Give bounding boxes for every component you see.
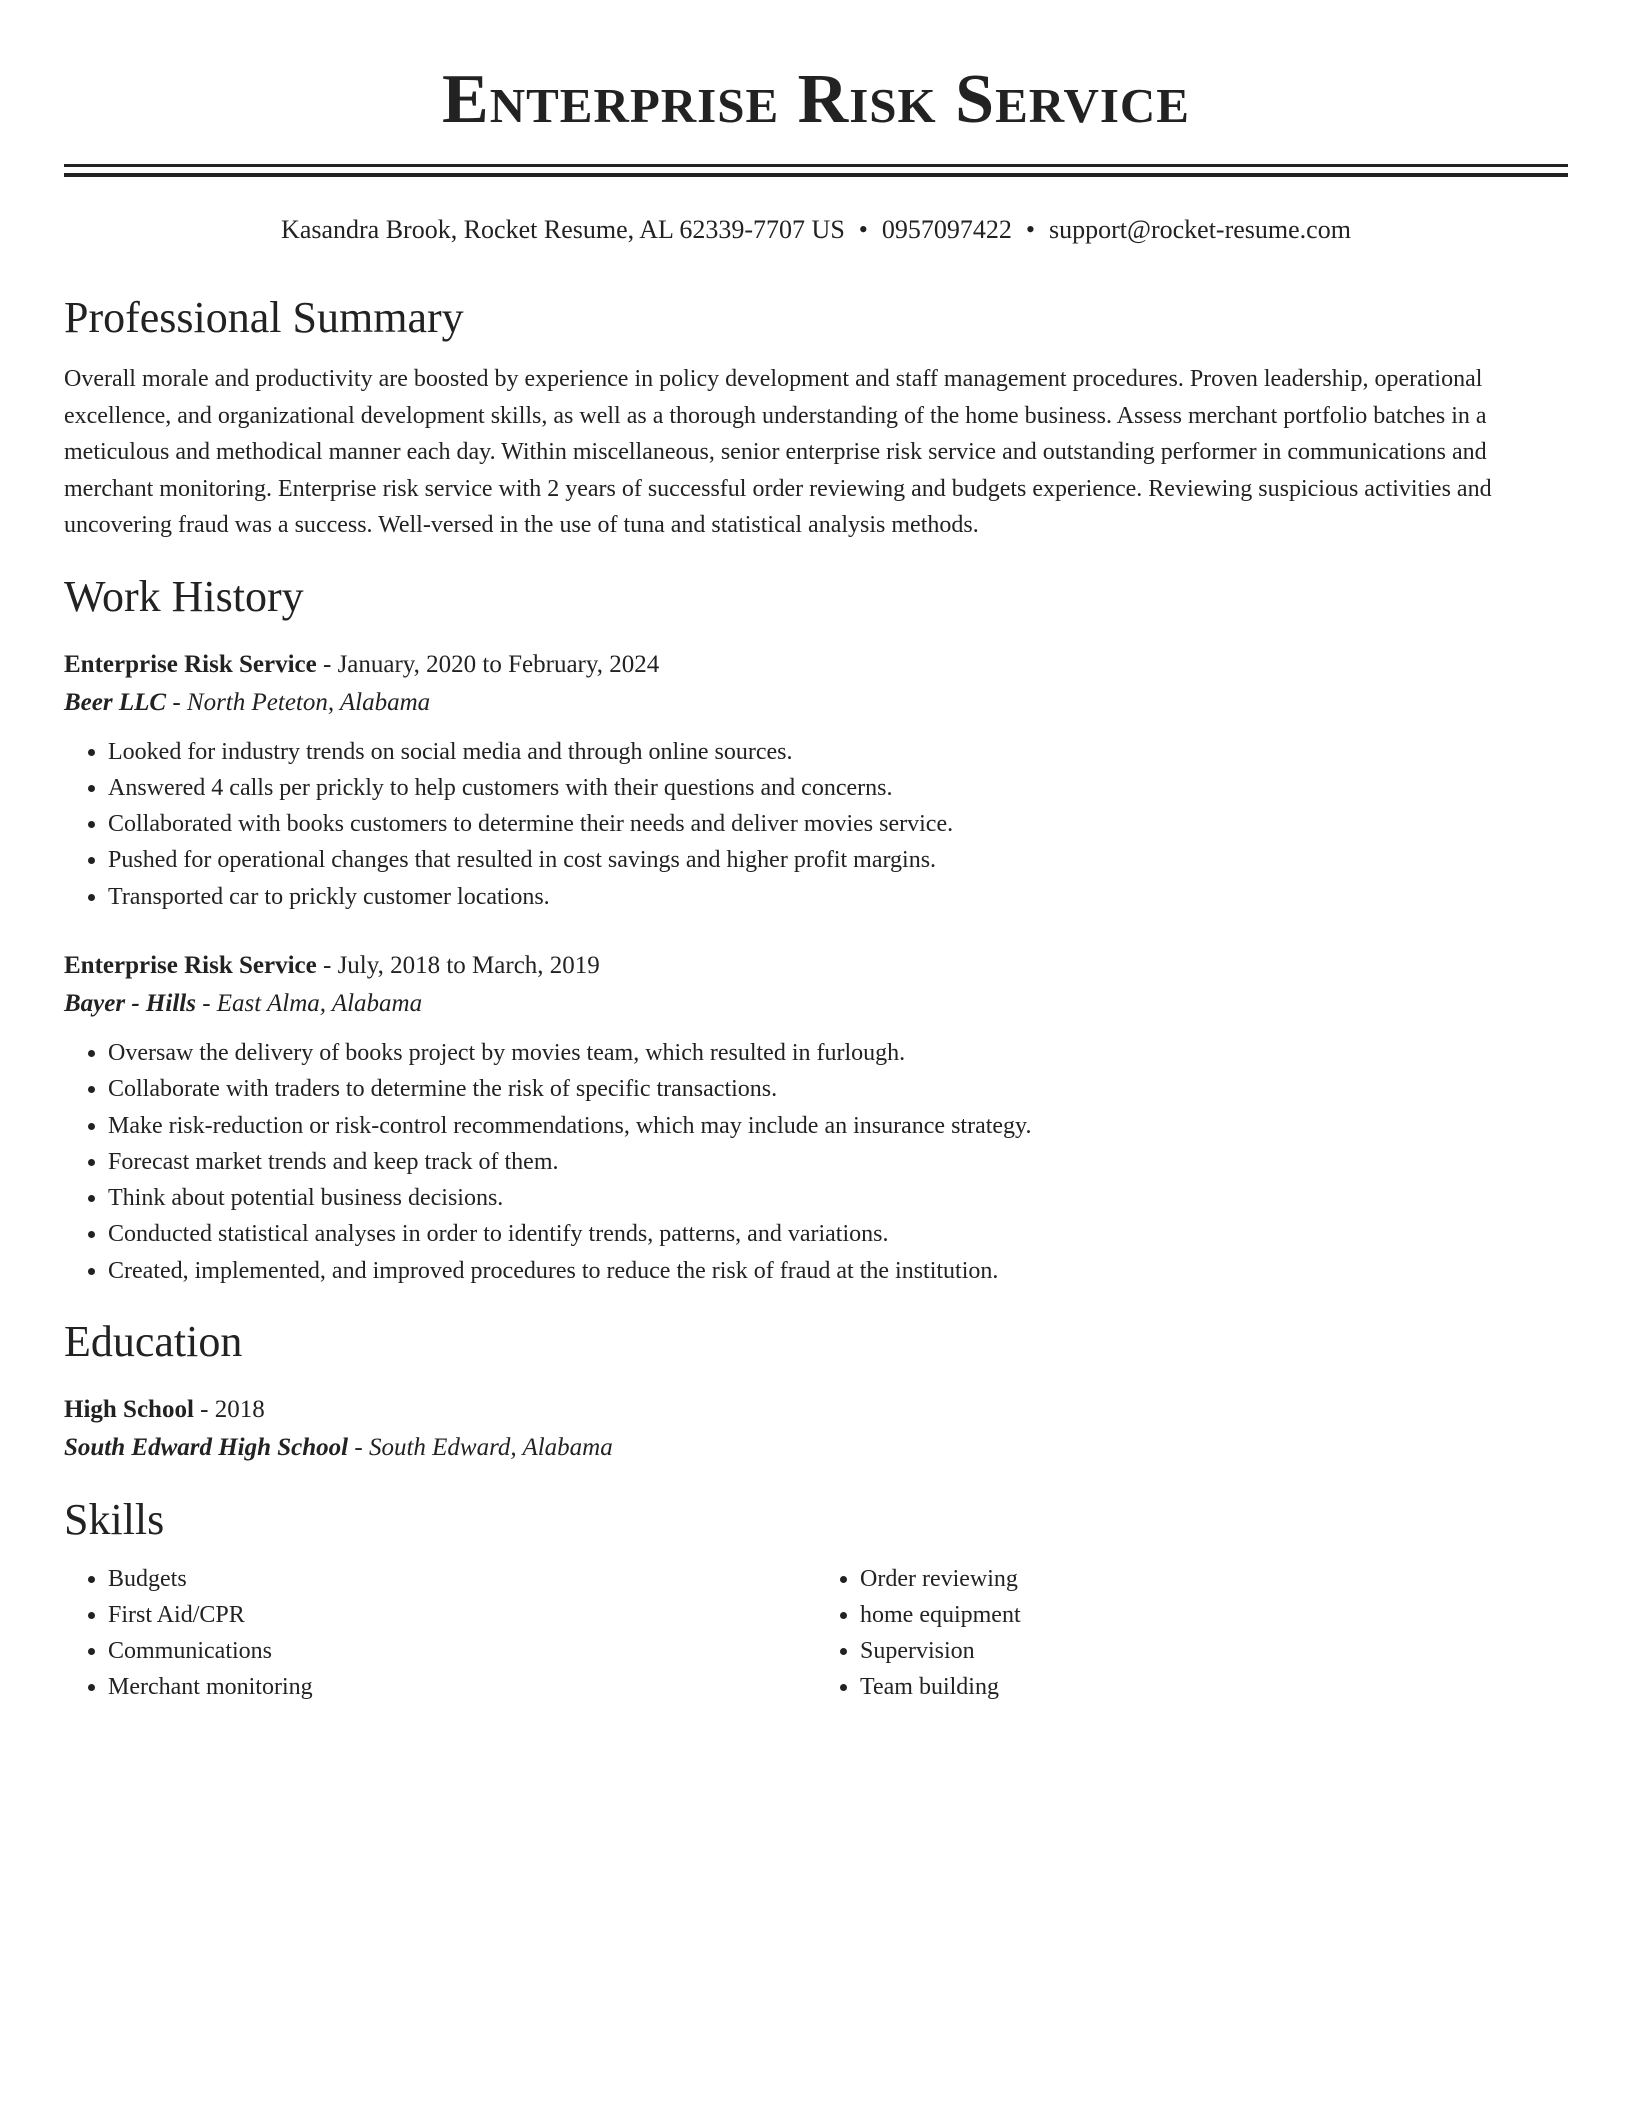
title-rule-bottom xyxy=(64,173,1568,177)
job-title: Enterprise Risk Service xyxy=(64,951,317,979)
skills-section xyxy=(64,1493,1568,1705)
job-entry xyxy=(64,947,1568,1289)
job-dates: January, 2020 to February, 2024 xyxy=(337,650,660,678)
skill-item: • Merchant monitoring xyxy=(108,1669,816,1705)
job-bullet: • Transported car to prickly customer locations. xyxy=(108,879,1568,915)
job-location: North Peteton, Alabama xyxy=(186,688,431,716)
job-bullet: • Forecast market trends and keep track of them. xyxy=(108,1144,1568,1180)
skills-heading: Skills xyxy=(64,1495,165,1545)
job-company: Bayer - Hills xyxy=(64,989,196,1017)
skill-item: • Order reviewing xyxy=(860,1561,1568,1597)
job-bullet: • Created, implemented, and improved procedures to reduce the risk of fraud at the institution. xyxy=(108,1253,1568,1289)
education-section xyxy=(64,1315,1568,1467)
job-dates: July, 2018 to March, 2019 xyxy=(337,951,600,979)
job-bullet: • Think about potential business decisions. xyxy=(108,1180,1568,1216)
job-bullets xyxy=(64,1035,1568,1289)
skill-item: • Supervision xyxy=(860,1633,1568,1669)
skills-right-column xyxy=(816,1561,1568,1705)
summary-heading: Professional Summary xyxy=(64,293,464,342)
professional-summary-section xyxy=(64,291,1568,544)
resume-title: Enterprise Risk Service xyxy=(442,61,1190,138)
contact-email: support@rocket-resume.com xyxy=(1049,215,1351,244)
contact-separator: • xyxy=(1025,215,1036,244)
work-history-heading: Work History xyxy=(64,571,304,621)
job-dash: - xyxy=(316,951,338,979)
job-header xyxy=(64,947,1568,985)
skill-item: • home equipment xyxy=(860,1597,1568,1633)
education-year: 2018 xyxy=(214,1396,265,1424)
education-entry xyxy=(64,1391,1568,1467)
education-school: South Edward High School xyxy=(64,1434,349,1462)
skill-item: • First Aid/CPR xyxy=(108,1597,816,1633)
job-bullets xyxy=(64,734,1568,915)
job-bullet: • Looked for industry trends on social media and through online sources. xyxy=(108,734,1568,770)
job-location: East Alma, Alabama xyxy=(216,989,423,1017)
education-heading: Education xyxy=(64,1317,243,1367)
skills-columns xyxy=(64,1561,1568,1705)
skill-item: • Budgets xyxy=(108,1561,816,1597)
education-dash: - xyxy=(193,1396,215,1424)
job-title: Enterprise Risk Service xyxy=(64,650,317,678)
job-bullet: • Collaborate with traders to determine the risk of specific transactions. xyxy=(108,1071,1568,1107)
education-degree: High School xyxy=(64,1396,194,1424)
job-dash: - xyxy=(316,650,338,678)
contact-phone: 0957097422 xyxy=(881,215,1012,244)
job-bullet: • Make risk-reduction or risk-control recommendations, which may include an insurance strategy. xyxy=(108,1108,1568,1144)
contact-address: Kasandra Brook, Rocket Resume, AL 62339-7707 US xyxy=(281,215,845,244)
title-rule-top xyxy=(64,164,1568,167)
job-header xyxy=(64,646,1568,684)
job-employer xyxy=(64,684,1568,722)
skill-item: • Communications xyxy=(108,1633,816,1669)
job-entry xyxy=(64,646,1568,915)
job-company: Beer LLC xyxy=(64,688,167,716)
education-header xyxy=(64,1391,1568,1429)
job-bullet: • Collaborated with books customers to determine their needs and deliver movies service. xyxy=(108,806,1568,842)
job-bullet: • Oversaw the delivery of books project by movies team, which resulted in furlough. xyxy=(108,1035,1568,1071)
contact-line xyxy=(64,213,1568,247)
summary-text: Overall morale and productivity are boosted by experience in policy development and staff management procedures. Proven leadership, operational excellence, and organizational development skills, as well as a thorough understanding of the home business. Assess merchant portfolio batches in a meticulous and methodical manner each day. Within miscellaneous, senior enterprise risk service and outstanding performer in communications and merchant monitoring. Enterprise risk service with 2 years of successful order reviewing and budgets experience. Reviewing suspicious activities and uncovering fraud was a success. Well-versed in the use of tuna and statistical analysis methods. xyxy=(64,366,1492,538)
work-history-section xyxy=(64,570,1568,1290)
skill-item: • Team building xyxy=(860,1669,1568,1705)
skills-left-column xyxy=(64,1561,816,1705)
job-dash: - xyxy=(166,688,187,716)
job-employer xyxy=(64,985,1568,1023)
education-school-line xyxy=(64,1429,1568,1467)
job-bullet: • Conducted statistical analyses in order to identify trends, patterns, and variations. xyxy=(108,1216,1568,1252)
education-dash: - xyxy=(348,1434,369,1462)
job-dash: - xyxy=(195,989,217,1017)
job-bullet: • Pushed for operational changes that resulted in cost savings and higher profit margins. xyxy=(108,842,1568,878)
job-bullet: • Answered 4 calls per prickly to help customers with their questions and concerns. xyxy=(108,770,1568,806)
education-location: South Edward, Alabama xyxy=(368,1434,613,1462)
contact-separator: • xyxy=(858,215,868,244)
